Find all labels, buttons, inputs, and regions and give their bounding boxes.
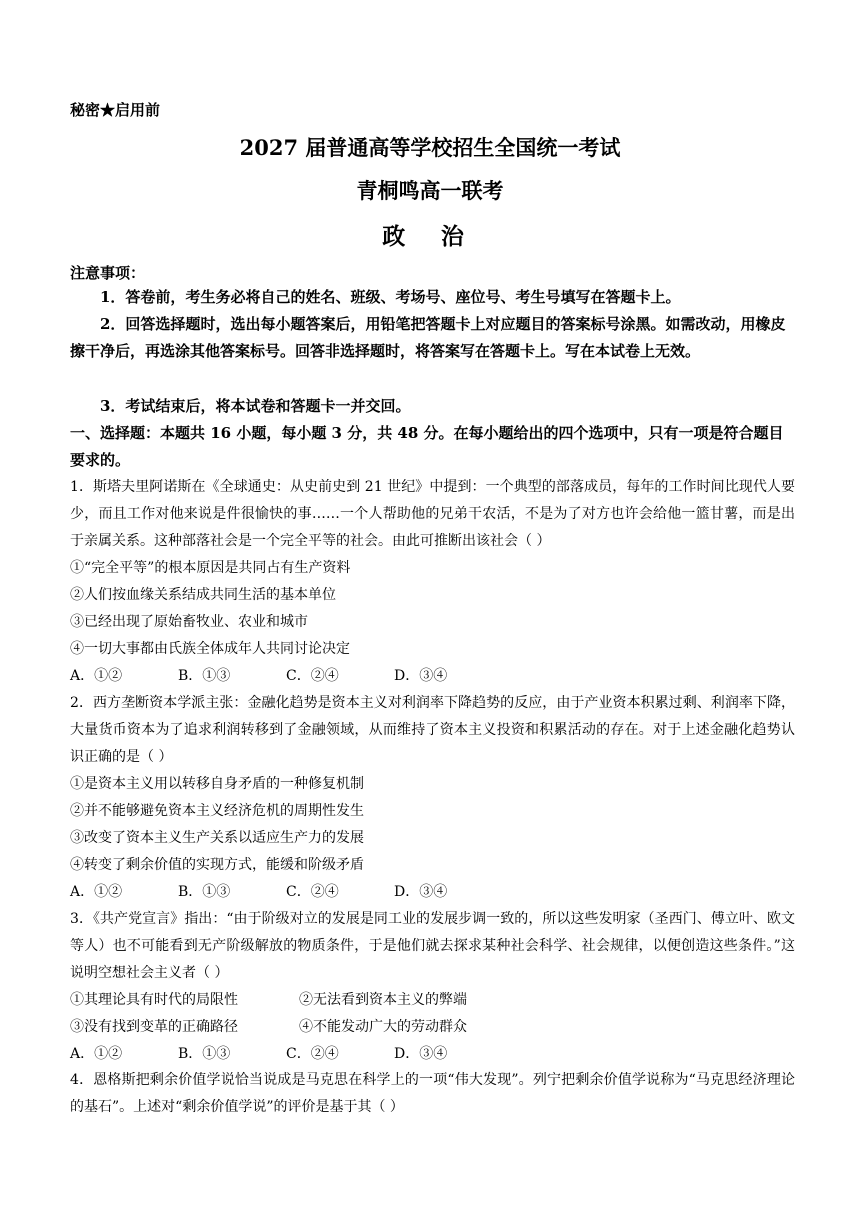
statement-option: ③已经出现了原始畜牧业、农业和城市 xyxy=(70,614,308,630)
question-2 xyxy=(70,690,795,906)
notes-heading: 注意事项： xyxy=(70,264,146,282)
statement-option: ①“完全平等”的根本原因是共同占有生产资料 xyxy=(70,560,351,576)
subject-title: 政 治 xyxy=(382,223,478,250)
statement-option: ④转变了剩余价值的实现方式，能缓和阶级矛盾 xyxy=(70,857,364,873)
question-stem: 4．恩格斯把剩余价值学说恰当说成是马克思在科学上的一项“伟大发现”。列宁把剩余价值学说称为“马克思经济理论的基石”。上述对“剩余价值学说”的评价是基于其（ ） xyxy=(70,1072,795,1115)
answer-choices xyxy=(70,663,795,690)
choice-a: A．①② xyxy=(70,1046,123,1062)
statement-row xyxy=(70,1014,795,1041)
exam-title: 2027 届普通高等学校招生全国统一考试 xyxy=(239,135,621,160)
statement-row xyxy=(70,987,795,1014)
question-stem: 2．西方垄断资本学派主张：金融化趋势是资本主义对利润率下降趋势的反应，由于产业资本积累过剩、利润率下降，大量货币资本为了追求利润转移到了金融领域，从而维持了资本主义投资和积累活动的存在。对于上述金融化趋势认识正确的是（ ） xyxy=(70,695,795,765)
choice-a: A．①② xyxy=(70,668,123,684)
statement-option: ③没有找到变革的正确路径 xyxy=(70,1019,238,1035)
answer-choices xyxy=(70,879,795,906)
note-item: 3．考试结束后，将本试卷和答题卡一并交回。 xyxy=(100,397,411,415)
statement-option: ④一切大事都由氏族全体成年人共同讨论决定 xyxy=(70,641,350,657)
choice-a: A．①② xyxy=(70,884,123,900)
section-heading: 一、选择题：本题共 16 小题，每小题 3 分，共 48 分。在每小题给出的四个选项中，只有一项是符合题目要求的。 xyxy=(70,424,784,469)
choice-d: D．③④ xyxy=(394,668,448,684)
statement-option: ②无法看到资本主义的弊端 xyxy=(299,992,467,1008)
exam-subtitle: 青桐鸣高一联考 xyxy=(356,178,504,203)
question-stem: 1．斯塔夫里阿诺斯在《全球通史：从史前史到 21 世纪》中提到：一个典型的部落成员，每年的工作时间比现代人要少，而且工作对他来说是件很愉快的事……一个人帮助他的兄弟干农活，不是为了对方也许会给他一篮甘薯，而是出于亲属关系。这种部落社会是一个完全平等的社会。由此可推断出该社会（ ） xyxy=(70,479,795,549)
choice-d: D．③④ xyxy=(394,884,448,900)
statement-option: ③改变了资本主义生产关系以适应生产力的发展 xyxy=(70,830,364,846)
statement-option: ②人们按血缘关系结成共同生活的基本单位 xyxy=(70,587,336,603)
statement-option: ①是资本主义用以转移自身矛盾的一种修复机制 xyxy=(70,776,364,792)
statement-option: ①其理论具有时代的局限性 xyxy=(70,992,238,1008)
question-1 xyxy=(70,474,795,690)
confidential-label: 秘密★启用前 xyxy=(70,101,161,119)
choice-c: C．②④ xyxy=(286,668,339,684)
choice-d: D．③④ xyxy=(394,1046,448,1062)
question-4 xyxy=(70,1067,795,1121)
statement-option: ②并不能够避免资本主义经济危机的周期性发生 xyxy=(70,803,364,819)
note-item: 2．回答选择题时，选出每小题答案后，用铅笔把答题卡上对应题目的答案标号涂黑。如需改动，用橡皮擦干净后，再选涂其他答案标号。回答非选择题时，将答案写在答题卡上。写在本试卷上无效。 xyxy=(70,315,786,360)
question-stem: 3．《共产党宣言》指出：“由于阶级对立的发展是同工业的发展步调一致的，所以这些发明家（圣西门、傅立叶、欧文等人）也不可能看到无产阶级解放的物质条件，于是他们就去探求某种社会科学、社会规律，以便创造这些条件。”这说明空想社会主义者（ ） xyxy=(70,911,795,981)
note-item: 1．答卷前，考生务必将自己的姓名、班级、考场号、座位号、考生号填写在答题卡上。 xyxy=(100,288,681,306)
statement-option: ④不能发动广大的劳动群众 xyxy=(299,1019,467,1035)
question-3 xyxy=(70,906,795,1068)
choice-b: B．①③ xyxy=(178,884,231,900)
choice-c: C．②④ xyxy=(286,1046,339,1062)
answer-choices xyxy=(70,1041,795,1068)
choice-b: B．①③ xyxy=(178,668,231,684)
choice-b: B．①③ xyxy=(178,1046,231,1062)
choice-c: C．②④ xyxy=(286,884,339,900)
